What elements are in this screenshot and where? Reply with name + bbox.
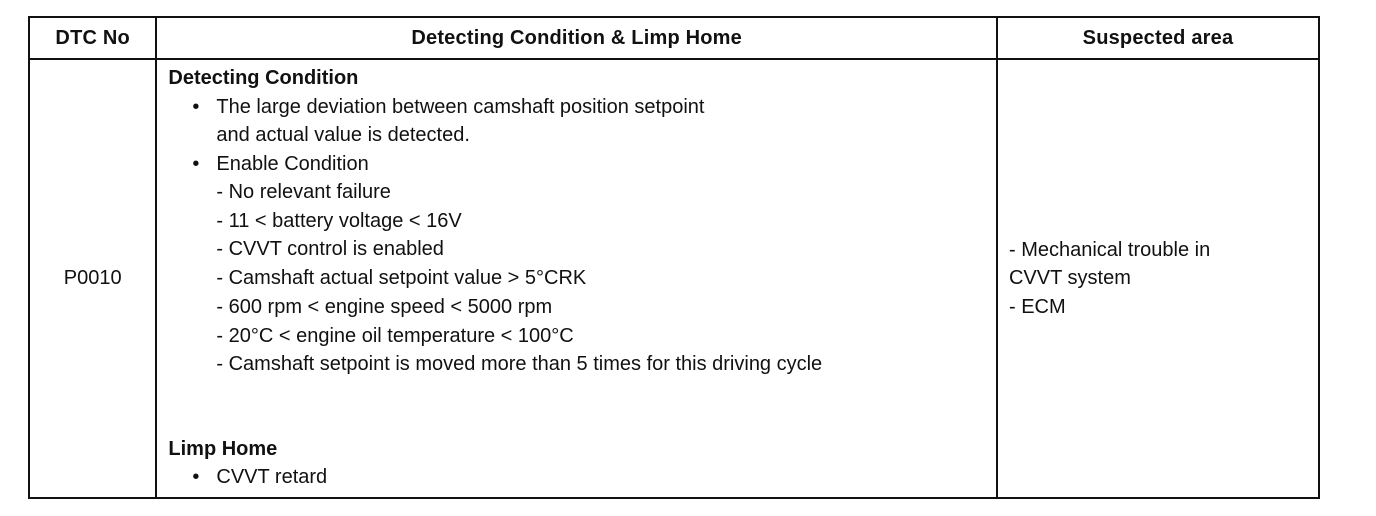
bullet-enable-condition — [192, 150, 368, 179]
bullet-icon: • — [192, 153, 200, 175]
condition-item: - 600 rpm < engine speed < 5000 rpm — [216, 296, 553, 318]
limp-home-title: Limp Home — [168, 438, 278, 460]
suspected-area-item: - ECM — [1008, 295, 1066, 318]
bullet-icon: • — [192, 466, 200, 488]
condition-item: - 11 < battery voltage < 16V — [216, 210, 462, 232]
condition-item: - 20°C < engine oil temperature < 100°C — [216, 325, 574, 347]
condition-item: - Camshaft setpoint is moved more than 5 times for this driving cycle — [216, 353, 823, 375]
suspected-area-cell — [997, 59, 1319, 498]
dtc-code-cell — [29, 59, 156, 498]
detecting-condition-title: Detecting Condition — [168, 67, 359, 89]
suspected-area-item: - Mechanical trouble in — [1008, 238, 1211, 261]
bullet-limp-home — [192, 463, 327, 492]
detecting-condition-cell — [156, 59, 997, 498]
bullet-enable-condition-text: Enable Condition — [216, 153, 369, 175]
condition-item: - Camshaft actual setpoint value > 5°CRK — [216, 267, 587, 289]
limp-home-item: CVVT retard — [216, 466, 328, 488]
condition-item: - No relevant failure — [216, 181, 391, 203]
header-dtc-no: DTC No — [29, 17, 156, 59]
condition-item: - CVVT control is enabled — [216, 238, 444, 260]
header-suspected-area: Suspected area — [997, 17, 1319, 59]
bullet-deviation — [192, 93, 704, 122]
dtc-code: P0010 — [63, 267, 122, 289]
bullet-deviation-text: The large deviation between camshaft position setpoint — [216, 96, 705, 118]
table-header-row — [29, 17, 1319, 59]
suspected-area-item: CVVT system — [1008, 267, 1131, 290]
bullet-icon: • — [192, 96, 200, 118]
bullet-deviation-continuation: and actual value is detected. — [216, 124, 470, 146]
suspected-area-list — [998, 236, 1318, 322]
header-detecting-condition: Detecting Condition & Limp Home — [156, 17, 997, 59]
dtc-table — [28, 16, 1320, 499]
table-row — [29, 59, 1319, 498]
